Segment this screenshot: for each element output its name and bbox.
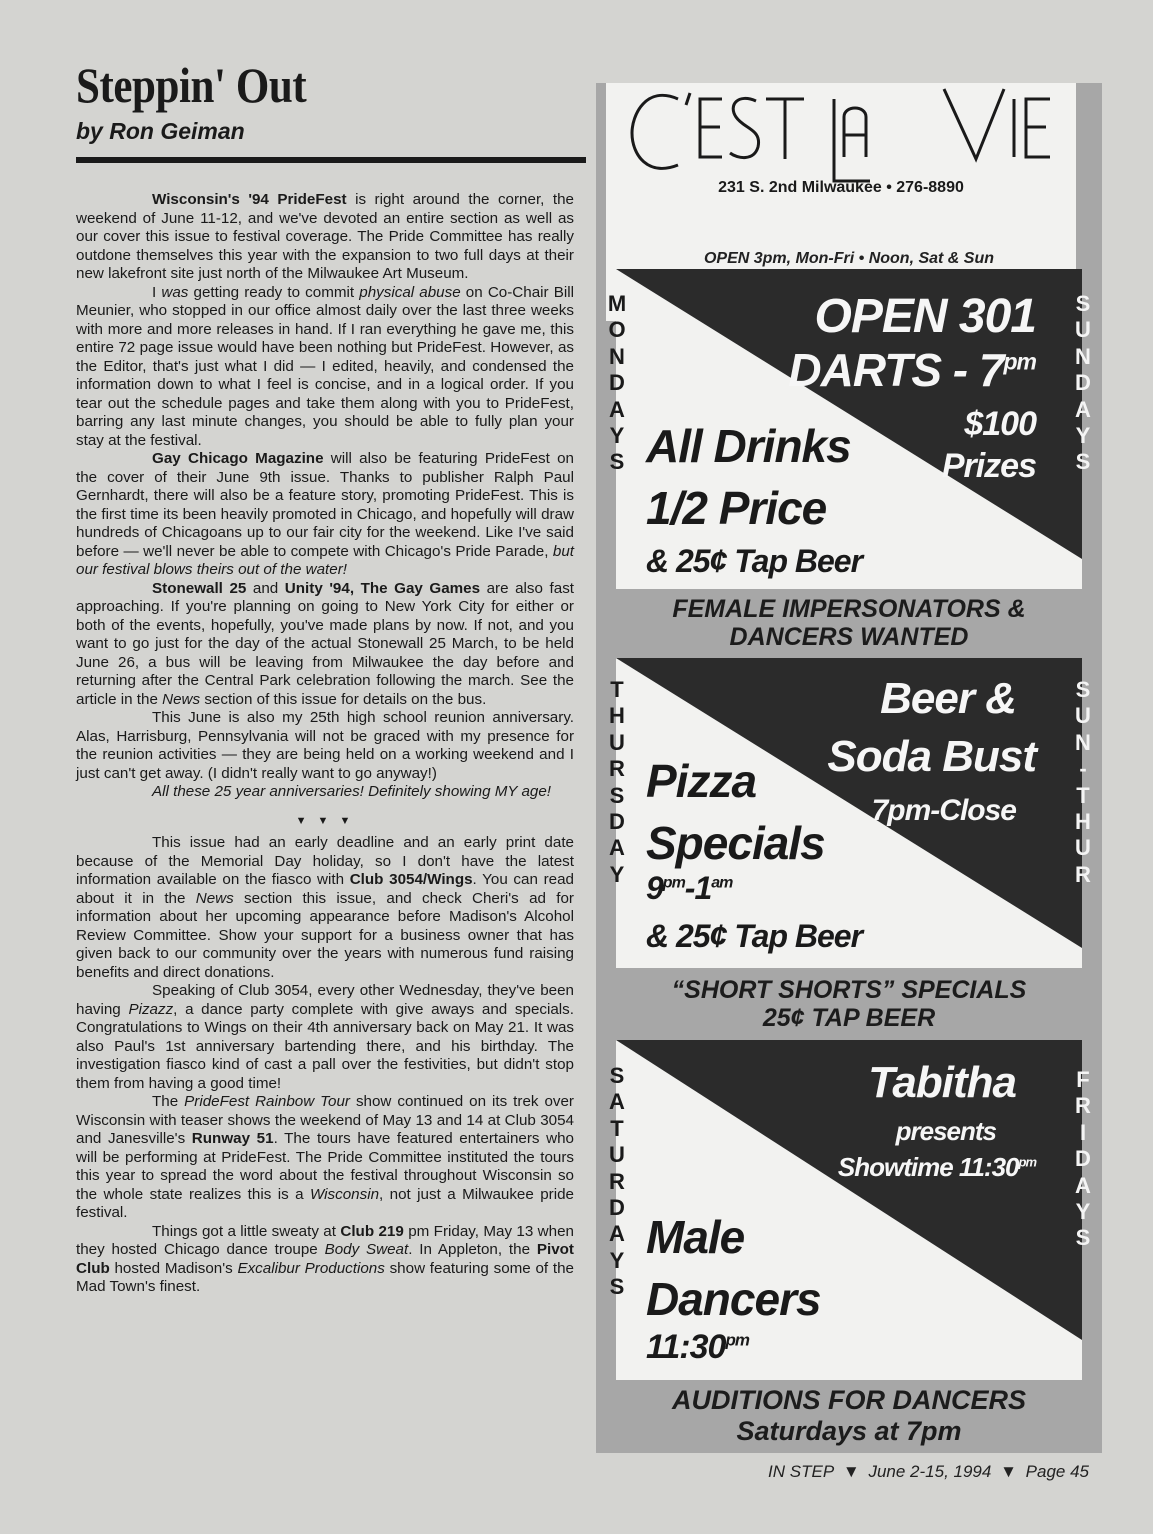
dancers-text: Dancers: [646, 1273, 821, 1325]
tap-beer-text: & 25¢ Tap Beer: [646, 543, 863, 579]
article-title: Steppin' Out: [76, 57, 307, 113]
paragraph-1: Wisconsin's '94 PrideFest is right around the corner, the weekend of June 11-12, and we've devoted an entire section as well as our cover this issue to festival coverage. The Pride Committee has really outdone themselves this year with the expansion to two full days at their new lakefront site just north of the Milwaukee Art Museum.: [76, 191, 574, 282]
pizza-text: Pizza: [646, 755, 757, 807]
mondays-vertical-label: M O N D A Y S: [607, 291, 627, 475]
prize-amount-text: $100: [964, 405, 1036, 443]
half-price-text: 1/2 Price: [646, 482, 827, 534]
footer-marker-1: ▼: [842, 1462, 860, 1481]
paragraph-10: Things got a little sweaty at Club 219 pm Friday, May 13 when they hosted Chicago dance troupe Body Sweat. In Appleton, the Pivot Club hosted Madison's Excalibur Productions show featuring some of the Mad Town's finest.: [76, 1222, 574, 1295]
paragraph-3: Gay Chicago Magazine will also be featuring PrideFest on the cover of their June 9th issue. Thanks to publisher Ralph Paul Gernhardt, there will also be a feature story, promoting PrideFest. This is the first time its been heavily promoted in Chicago, and hopefully will draw hundreds of Chicagoans up to our fair city for the weekend. Like I've said before — we'll never be able to compete with Chicago's Pride Parade, but our festival blows theirs out of the water!: [76, 450, 574, 578]
paragraph-8: Speaking of Club 3054, every other Wednesday, they've been having Pizazz, a dance party complete with give aways and specials. Congratulations to Wings on their 4th anniversary back on May 21. It was also Paul's 1st anniversary bartending there, and his birthday. The investigation fiasco kind of cast a pall over the festivities, but didn't stop them from having a good time!: [76, 982, 574, 1092]
thursday-section: [616, 658, 1082, 968]
tap-beer-text-thursday: & 25¢ Tap Beer: [646, 918, 863, 954]
sun-thur-vertical-label: S U N - T H U R: [1075, 677, 1091, 887]
paragraph-4: Stonewall 25 and Unity '94, The Gay Games are also fast approaching. If you're planning on going to New York City for either or both of the events, hopefully, you've made plans by now. If not, and you want to go just for the day of the actual Stonewall 25 March, to be held June 26, a bus will be leaving from Milwaukee the day before and returning after the Central Park celebration following the march. See the article in the News section of this issue for details on the bus.: [76, 579, 575, 708]
paragraph-6: All these 25 year anniversaries! Definitely showing MY age!: [152, 783, 552, 800]
all-drinks-text: All Drinks: [646, 420, 851, 472]
article-body: [76, 191, 574, 1297]
beer-soda-text-2: Soda Bust: [827, 732, 1036, 781]
footer-publication: IN STEP: [768, 1462, 835, 1481]
beer-soda-text-1: Beer &: [880, 674, 1016, 723]
ad-address: 231 S. 2nd Milwaukee • 276-8890: [718, 179, 964, 196]
article-byline: by Ron Geiman: [76, 118, 245, 144]
section-separator: ▼ ▼ ▼: [295, 814, 355, 827]
footer-date: June 2-15, 1994: [868, 1462, 992, 1481]
paragraph-9: The PrideFest Rainbow Tour show continued on its trek over Wisconsin with teaser shows the weekend of May 13 and 14 at Club 3054 and Janesville's Runway 51. The tours have featured entertainers who will be performing at PrideFest. The Pride Committee instituted the tours this year to spread the word about the festival throughout Wisconsin so the whole state realizes this is a Wisconsin, not just a Milwaukee pride festival.: [76, 1093, 574, 1221]
paragraph-7: This issue had an early deadline and an early print date because of the Memorial Day holiday, so I don't have the latest information available on the fiasco with Club 3054/Wings. You can read about it in the News section this issue, and check Cheri's ad for information about her upcoming appearance before Madison's Alcohol Review Committee. Show your support for a business owner that has given back to our community over the years with numerous fund raising benefits and direct donations.: [76, 834, 574, 981]
dancers-time-text: $11:30^{pm}$: [646, 1328, 749, 1366]
saturday-section: [616, 1040, 1082, 1380]
presents-text: presents: [895, 1116, 996, 1146]
male-text: Male: [646, 1211, 745, 1263]
monday-banner: FEMALE IMPERSONATORS & DANCERS WANTED: [672, 595, 1026, 651]
monday-section: [616, 269, 1082, 589]
showtime-text: Showtime $11:30^{pm}$: [837, 1152, 1036, 1182]
sundays-vertical-label: S U N D A Y S: [1075, 291, 1091, 475]
article-column: [76, 56, 574, 1297]
pizza-time-text: $9^{pm}-1^{am}$: [646, 870, 733, 906]
tabitha-text: Tabitha: [868, 1058, 1016, 1107]
saturday-banner: AUDITIONS FOR DANCERS Saturdays at 7pm: [671, 1385, 1026, 1446]
open-301-text: OPEN 301: [814, 290, 1036, 343]
fridays-vertical-label: F R I D A Y S: [1075, 1067, 1091, 1251]
cest-la-vie-ad: [596, 83, 1102, 1453]
page-footer: [766, 1462, 1091, 1482]
prizes-text: Prizes: [941, 447, 1036, 485]
paragraph-5: This June is also my 25th high school reunion anniversary. Alas, Harrisburg, Pennsylvania will not be graced with my presence for the reunion activities — they are being held on a working weekend and I just can't get away. (I didn't really want to go anyway!): [76, 709, 574, 782]
title-rule: [76, 157, 586, 163]
close-time-text: 7pm-Close: [871, 794, 1016, 827]
footer-page: Page 45: [1025, 1462, 1089, 1481]
saturdays-vertical-label: S A T U R D A Y S: [609, 1063, 625, 1300]
footer-marker-2: ▼: [1000, 1462, 1017, 1481]
specials-text: Specials: [646, 817, 825, 869]
cest-la-vie-logo: [626, 85, 1066, 183]
ad-hours: OPEN 3pm, Mon-Fri • Noon, Sat & Sun: [703, 250, 995, 267]
darts-text: DARTS - $7^{pm}$: [788, 344, 1036, 396]
thursday-vertical-label: T H U R S D A Y: [609, 677, 625, 887]
paragraph-2: I was getting ready to commit physical abuse on Co-Chair Bill Meunier, who stopped in our office almost daily over the last three weeks with more and more releases in hand. If I ran everything he gave me, this entire 72 page issue would have been nothing but PrideFest. However, as the Editor, that's just what I did — I edited, heavily, and condensed the information down to what I feel is concise, and in a logical order. If you tear out the schedule pages and take them along with you to PrideFest, barring any last minute changes, you should be able to fully plan your stay at the festival.: [76, 283, 574, 449]
thursday-banner: “SHORT SHORTS” SPECIALS 25¢ TAP BEER: [671, 976, 1027, 1032]
